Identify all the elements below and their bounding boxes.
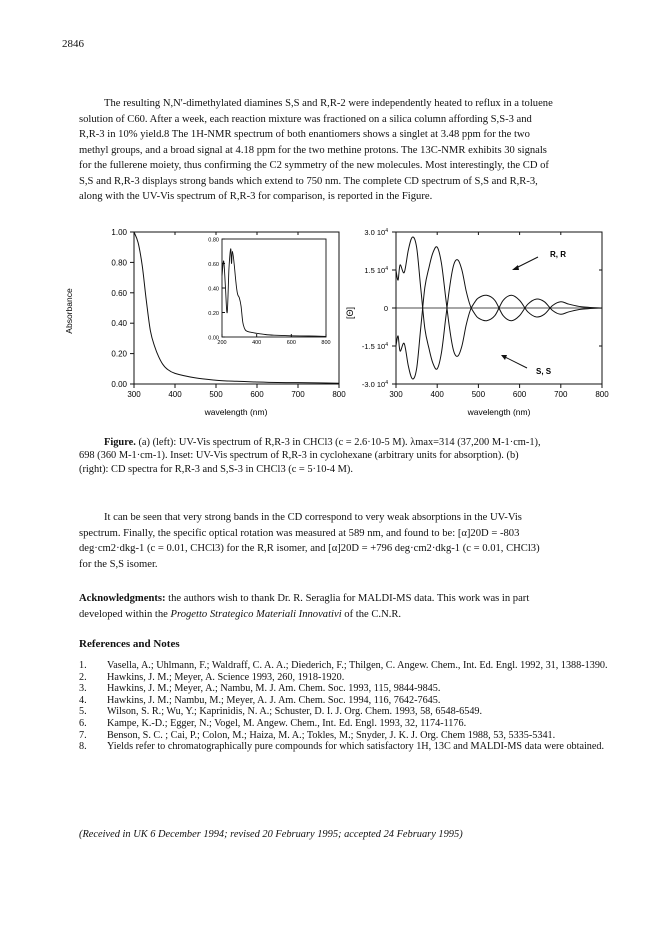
uv-y-tick-labels	[111, 228, 134, 389]
inset-y-tick-labels	[208, 238, 225, 342]
rr-series-label: R, R	[550, 250, 566, 259]
figure-svg	[62, 225, 622, 425]
inset-x-tick-label: 600	[286, 340, 296, 346]
caption-line: (a) (left): UV-Vis spectrum of R,R-3 in CHCl3 (c = 2.6·10-5 M). λmax=314 (37,200 M-1·cm-1),	[138, 437, 541, 448]
cd-y-tick-label: 3.0 $10^4$	[364, 228, 388, 237]
references-list	[79, 660, 609, 753]
para2-line: It can be seen that very strong bands in the CD correspond to very weak absorptions in the UV-Vis	[104, 512, 522, 523]
cd-x-tick-label: 300	[389, 390, 403, 399]
uv-spectrum-line	[134, 232, 339, 383]
inset-y-tick-label: 0.40	[208, 286, 219, 293]
cd-x-axis-label: wavelength (nm)	[467, 407, 531, 417]
para1-line: S,S and R,R-3 displays strong bands which extend to 750 nm. The complete CD spectrum of S,S and R,R-3,	[79, 175, 538, 187]
caption-label: Figure.	[104, 437, 136, 448]
ss-series-label: S, S	[536, 367, 552, 376]
uv-x-tick-label: 700	[291, 390, 305, 399]
para1-line: The resulting N,N'-dimethylated diamines S,S and R,R-2 were independently heated to reflux in a toluene	[104, 98, 553, 109]
uv-x-axis-label: wavelength (nm)	[204, 407, 268, 417]
para1-line: R,R-3 in 10% yield.8 The 1H-NMR spectrum of both enantiomers shows a singlet at 3.48 ppm for the two	[79, 129, 530, 140]
uv-x-tick-label: 300	[127, 390, 141, 399]
body-paragraph-1	[79, 96, 606, 205]
figure-caption	[79, 436, 606, 476]
reference-item: 8. Yields refer to chromatographically pure compounds for which satisfactory 1H, 13C and MALDI-MS data were obtained.	[79, 741, 605, 753]
inset-plot-frame	[222, 239, 326, 337]
uv-y-tick-label: 0.00	[111, 380, 127, 389]
uv-y-tick-label: 0.20	[111, 349, 127, 359]
uv-y-tick-label: 0.80	[111, 258, 127, 268]
uv-x-tick-label: 500	[209, 390, 223, 399]
cd-x-tick-label: 700	[554, 390, 568, 399]
reference-item: 3. Hawkins, J. M.; Meyer, A.; Nambu, M. J. Am. Chem. Soc. 1993, 115, 9844-9845.	[79, 683, 441, 695]
inset-y-tick-label: 0.60	[208, 262, 219, 268]
uv-x-tick-label: 400	[168, 390, 182, 399]
cd-x-tick-label: 500	[471, 390, 486, 399]
uv-y-tick-label: 0.40	[111, 319, 127, 329]
inset-y-tick-label: 0.00	[208, 335, 219, 342]
cd-y-tick-label: -3.0 $10^4$	[361, 380, 388, 389]
inset-y-tick-label: 0.20	[208, 311, 219, 317]
cd-y-tick-label: 1.5 $10^4$	[364, 266, 388, 275]
reference-item: 6. Kampe, K.-D.; Egger, N.; Vogel, M. Angew. Chem., Int. Ed. Engl. 1993, 32, 1174-1176.	[79, 717, 467, 729]
inset-x-tick-label: 800	[321, 340, 331, 346]
inset-spectrum-line	[222, 249, 326, 337]
reference-item: 7. Benson, S. C. ; Cai, P.; Colon, M.; Haiza, M. A.; Tokles, M.; Snyder, J. K. J. Org. Chem 1988, 53, 5335-5341.	[79, 729, 556, 741]
figure	[62, 225, 622, 425]
received-dates: (Received in UK 6 December 1994; revised 20 February 1995; accepted 24 February 1995)	[79, 829, 463, 840]
acknowledgments-italic: Progetto Strategico Materiali Innovativi	[170, 608, 342, 620]
uv-plot-frame	[134, 232, 339, 384]
cd-x-tick-label: 400	[430, 390, 444, 399]
uv-y-tick-label: 0.60	[111, 288, 127, 298]
cd-y-tick-label: 0	[383, 304, 388, 313]
para2-line: spectrum. Finally, the specific optical rotation was measured at 589 nm, and found to be: [α]20D = -803	[79, 527, 520, 539]
acknowledgments-text: developed within the	[79, 608, 171, 620]
cd-x-tick-label: 800	[595, 390, 609, 399]
reference-item: 5. Wilson, S. R.; Wu, Y.; Kaprinidis, N. A.; Schuster, D. I. J. Org. Chem. 1993, 58, 6548-6549.	[79, 706, 483, 718]
uv-y-tick-label: 1.00	[111, 228, 127, 237]
acknowledgments-heading: Acknowledgments:	[79, 593, 166, 604]
cd-ss-line	[396, 247, 602, 379]
page-number: 2846	[62, 38, 84, 50]
para1-line: for the fullerene moiety, thus confirming the C2 symmetry of the new molecules. Most interestingly, the CD of	[79, 160, 549, 171]
body-paragraph-2	[79, 510, 606, 572]
acknowledgments	[79, 591, 606, 622]
cd-y-axis-label: [Θ]	[345, 306, 355, 320]
cd-x-tick-label: 600	[512, 390, 527, 399]
reference-item: 4. Hawkins, J. M.; Nambu, M.; Meyer, A. J. Am. Chem. Soc. 1994, 116, 7642-7645.	[79, 694, 441, 706]
para2-line: for the S,S isomer.	[79, 558, 158, 570]
inset-y-tick-label: 0.80	[208, 237, 219, 244]
inset-x-tick-label: 400	[252, 340, 262, 346]
uv-x-tick-labels	[127, 232, 346, 399]
uv-x-tick-label: 800	[332, 390, 346, 399]
cd-rr-line	[396, 237, 602, 369]
caption-line: 698 (360 M-1·cm-1). Inset: UV-Vis spectrum of R,R-3 in cyclohexane (arbitrary units for absorption). (b)	[79, 450, 519, 462]
uv-x-tick-label: 600	[250, 390, 264, 399]
para1-line: methyl groups, and a broad signal at 4.18 ppm for the two methine protons. The 13C-NMR exhibits 30 signals	[79, 144, 547, 156]
acknowledgments-text: of the C.N.R.	[341, 608, 402, 620]
acknowledgments-text: the authors wish to thank Dr. R. Seraglia for MALDI-MS data. This work was in part	[165, 593, 530, 604]
ss-arrow-line	[503, 356, 527, 368]
caption-line: (right): CD spectra for R,R-3 and S,S-3 in CHCl3 (c = 5·10-4 M).	[79, 463, 353, 475]
inset-x-tick-label: 200	[217, 340, 227, 346]
para1-line: along with the UV-Vis spectrum of R,R-3 for comparison, is reported in the Figure.	[79, 191, 433, 202]
rr-arrow-head	[512, 265, 519, 270]
references-heading: References and Notes	[79, 638, 180, 650]
cd-y-tick-label: -1.5 $10^4$	[361, 342, 388, 351]
para2-line: deg·cm2·dkg-1 (c = 0.01, CHCl3) for the R,R isomer, and [α]20D = +796 deg·cm2·dkg-1 (c = 0.01, CHCl3)	[79, 543, 540, 554]
reference-item: 1. Vasella, A.; Uhlmann, F.; Waldraff, C. A. A.; Diederich, F.; Thilgen, C. Angew. Chem., Int. Ed. Engl. 1992, 31, 1388-1390.	[79, 660, 608, 671]
uv-y-axis-label: Absorbance	[64, 288, 74, 334]
reference-item: 2. Hawkins, J. M.; Meyer, A. Science 1993, 260, 1918-1920.	[79, 671, 345, 683]
para1-line: solution of C60. After a week, each reaction mixture was fractioned on a silica column affording S,S-3 and	[79, 113, 532, 125]
